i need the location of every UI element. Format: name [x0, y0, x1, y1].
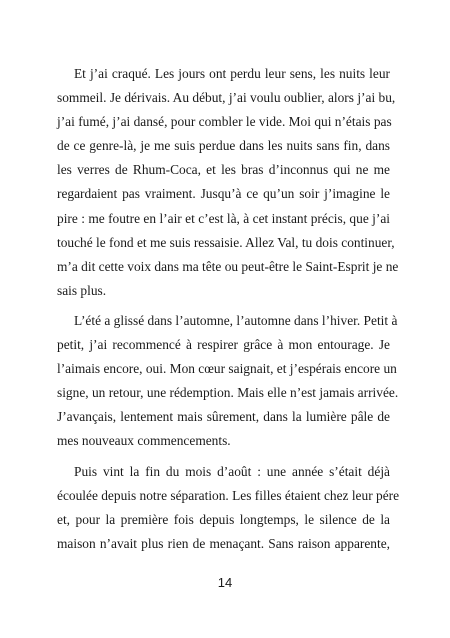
text-line: pire : me foutre en l’air et c’est là, à cet instant précis, que j’ai — [57, 210, 390, 226]
paragraph-2 — [57, 309, 399, 454]
text-line: petit, j’ai recommencé à respirer grâce à mon entourage. Je — [57, 337, 390, 353]
paragraph-3 — [57, 460, 400, 556]
text-line: et, pour la première fois depuis longtemps, le silence de la — [57, 511, 390, 527]
page-number: 14 — [217, 575, 233, 590]
text-line: touché le fond et me suis ressaisie. Allez Val, tu dois continuer, — [57, 234, 395, 250]
text-line: de ce genre-là, je me suis perdue dans les nuits sans fin, dans — [57, 138, 390, 154]
text-line: L’été a glissé dans l’automne, l’automne dans l’hiver. Petit à — [74, 312, 398, 328]
text-line: J’avançais, lentement mais sûrement, dans la lumière pâle de — [57, 409, 390, 425]
text-line: les verres de Rhum-Coca, et les bras d’inconnus qui ne me — [57, 162, 390, 178]
text-line: regardaient pas vraiment. Jusqu’à ce qu’un soir j’imagine le — [57, 186, 390, 202]
text-line: mes nouveaux commencements. — [57, 433, 231, 449]
paragraph-1 — [57, 62, 399, 303]
text-line: Et j’ai craqué. Les jours ont perdu leur sens, les nuits leur — [74, 66, 390, 81]
text-line: m’a dit cette voix dans ma tête ou peut-être le Saint-Esprit je ne — [57, 258, 399, 274]
body-text — [57, 62, 400, 556]
text-line: sais plus. — [57, 282, 107, 298]
text-line: j’ai fumé, j’ai dansé, pour combler le vide. Moi qui n’étais pas — [57, 114, 392, 130]
text-line: signe, un retour, une rédemption. Mais elle n’est jamais arrivée. — [57, 385, 399, 401]
text-line: Puis vint la fin du mois d’août : une année s’était déjà — [74, 463, 390, 479]
text-line: sommeil. Je dérivais. Au début, j’ai voulu oublier, alors j’ai bu, — [57, 90, 396, 106]
text-line: maison n’avait plus rien de menaçant. Sans raison apparente, — [57, 535, 390, 551]
text-line: écoulée depuis notre séparation. Les filles étaient chez leur pére — [57, 487, 400, 503]
text-line: l’aimais encore, oui. Mon cœur saignait, et j’espérais encore un — [57, 361, 397, 377]
